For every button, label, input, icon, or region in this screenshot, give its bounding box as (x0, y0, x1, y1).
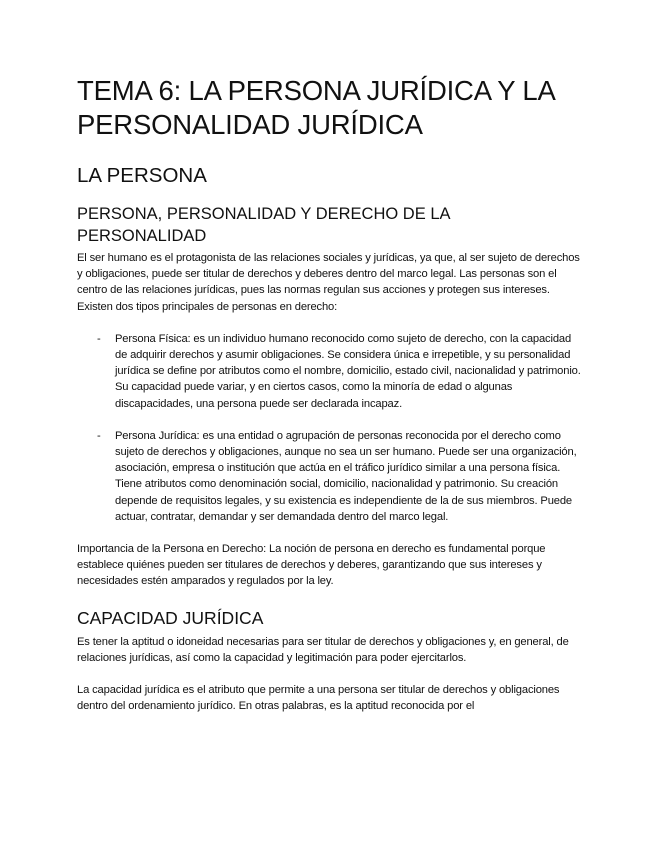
section-heading-la-persona: LA PERSONA (77, 164, 207, 187)
capacidad-paragraph-1: Es tener la aptitud o idoneidad necesarias para ser titular de derechos y obligaciones y, en general, de relaciones jurídicas, así como la capacidad y legitimación para poder ejercitarlos. (77, 635, 569, 664)
list-bullet: - (97, 332, 101, 345)
list-item-text: Persona Física: es un individuo humano reconocido como sujeto de derecho, con la capacidad de adquirir derechos y asumir obligaciones. Se considera única e irrepetible, y su personalidad jurídica se define por atributos como el nombre, domicilio, estado civil, nacionalidad y patrimonio. Su capacidad puede variar, y en ciertos casos, como la minoría de edad o algunas discapacidades, una persona puede ser declarada incapaz. (115, 332, 581, 410)
list-bullet: - (97, 429, 101, 442)
list-item-text: Persona Jurídica: es una entidad o agrupación de personas reconocida por el derecho como sujeto de derechos y obligaciones, aunque no sea un ser humano. Puede ser una organización, asociación, empresa o institución que actúa en el tráfico jurídico similar a una persona física. Tiene atributos como denominación social, domicilio, nacionalidad y patrimonio. Su creación depende de requisitos legales, y su existencia es independiente de la de sus miembros. Puede actuar, contratar, demandar y ser demandada dentro del marco legal. (115, 429, 577, 523)
list-item-persona-juridica (77, 428, 582, 525)
list-item-persona-fisica (77, 331, 582, 412)
importance-paragraph: Importancia de la Persona en Derecho: La noción de persona en derecho es fundamental porque establece quiénes pueden ser titulares de derechos y deberes, garantizando que sus intereses y necesidades estén amparados y regulados por la ley. (77, 543, 546, 588)
document-title: TEMA 6: LA PERSONA JURÍDICA Y LA PERSONALIDAD JURÍDICA (77, 75, 555, 140)
intro-paragraph: El ser humano es el protagonista de las relaciones sociales y jurídicas, ya que, al ser sujeto de derechos y obligaciones, puede ser titular de derechos y deberes dentro del marco legal. Las personas son el centro de las relaciones jurídicas, pues las normas regulan sus acciones y protegen sus intereses. Existen dos tipos principales de personas en derecho: (77, 252, 580, 313)
capacidad-paragraph-2: La capacidad jurídica es el atributo que permite a una persona ser titular de derechos y obligaciones dentro del ordenamiento jurídico. En otras palabras, es la aptitud reconocida por el (77, 684, 560, 713)
person-types-list (77, 331, 582, 525)
section-heading-capacidad-juridica: CAPACIDAD JURÍDICA (77, 607, 264, 628)
document-page (77, 74, 582, 714)
subheading-personalidad: PERSONA, PERSONALIDAD Y DERECHO DE LA PERSONALIDAD (77, 205, 450, 245)
